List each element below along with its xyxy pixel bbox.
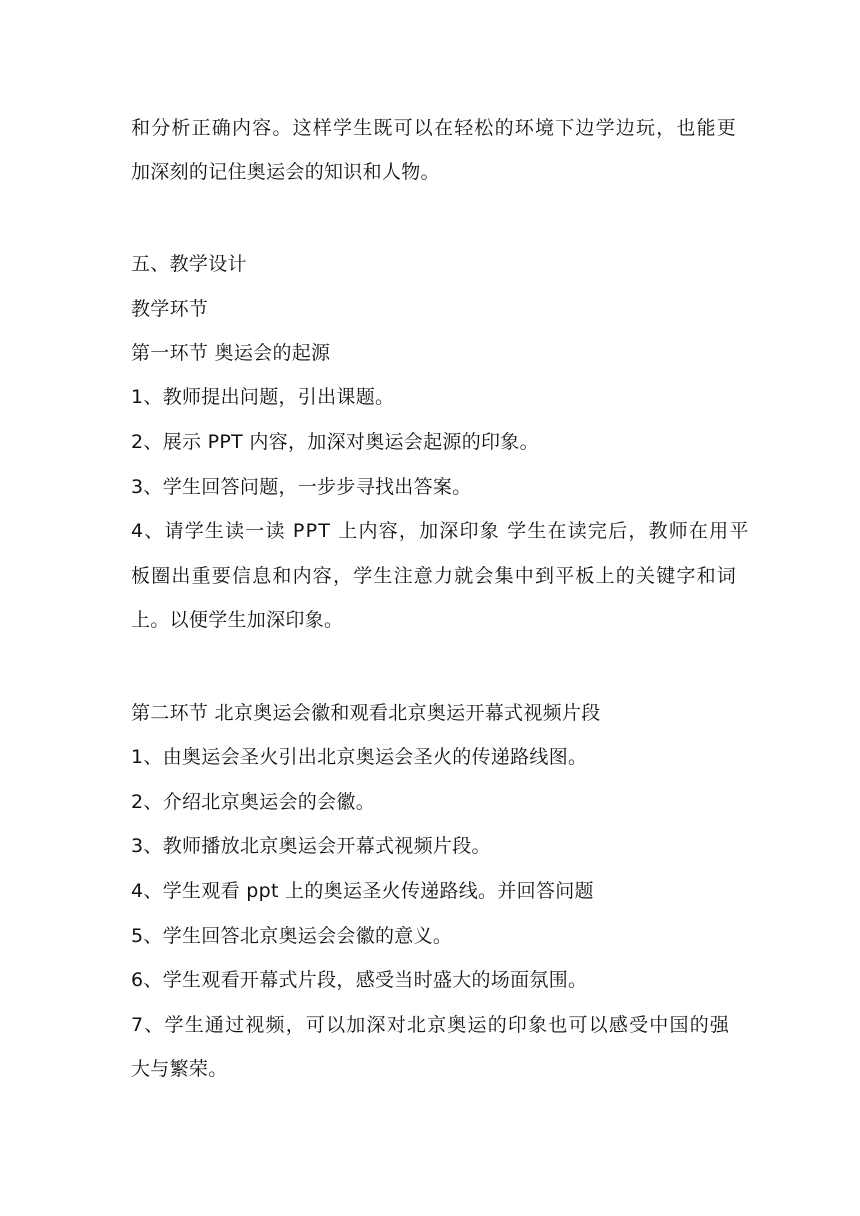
section-heading: 五、教学设计 [131, 253, 247, 275]
part1-item-1: 1、教师提出问题，引出课题。 [131, 386, 395, 408]
part1-item-2: 2、展示 PPT 内容，加深对奥运会起源的印象。 [131, 431, 539, 453]
part1-item-4-line-3: 上。以便学生加深印象。 [131, 609, 344, 631]
part2-title: 第二环节 北京奥运会徽和观看北京奥运开幕式视频片段 [131, 702, 601, 724]
part2-item-1: 1、由奥运会圣火引出北京奥运会圣火的传递路线图。 [131, 746, 588, 768]
part2-item-4: 4、学生观看 ppt 上的奥运圣火传递路线。并回答问题 [131, 880, 594, 902]
part2-item-6: 6、学生观看开幕式片段，感受当时盛大的场面氛围。 [131, 969, 588, 991]
part2-item-3: 3、教师播放北京奥运会开幕式视频片段。 [131, 835, 491, 857]
part1-title: 第一环节 奥运会的起源 [131, 342, 331, 364]
part1-item-4-line-2: 板圈出重要信息和内容，学生注意力就会集中到平板上的关键字和词 [131, 565, 738, 587]
intro-line-2: 加深刻的记住奥运会的知识和人物。 [131, 161, 440, 183]
part2-item-7-line-2: 大与繁荣。 [131, 1058, 228, 1080]
part2-item-7-line-1: 7、学生通过视频，可以加深对北京奥运的印象也可以感受中国的强 [131, 1014, 731, 1036]
subheading: 教学环节 [131, 298, 209, 320]
part2-item-5: 5、学生回答北京奥运会会徽的意义。 [131, 925, 453, 947]
part1-item-3: 3、学生回答问题，一步步寻找出答案。 [131, 476, 472, 498]
part2-item-2: 2、介绍北京奥运会的会徽。 [131, 791, 375, 813]
part1-item-4-line-1: 4、请学生读一读 PPT 上内容，加深印象 学生在读完后，教师在用平 [131, 520, 750, 542]
intro-line-1: 和分析正确内容。这样学生既可以在轻松的环境下边学边玩，也能更 [131, 117, 738, 139]
